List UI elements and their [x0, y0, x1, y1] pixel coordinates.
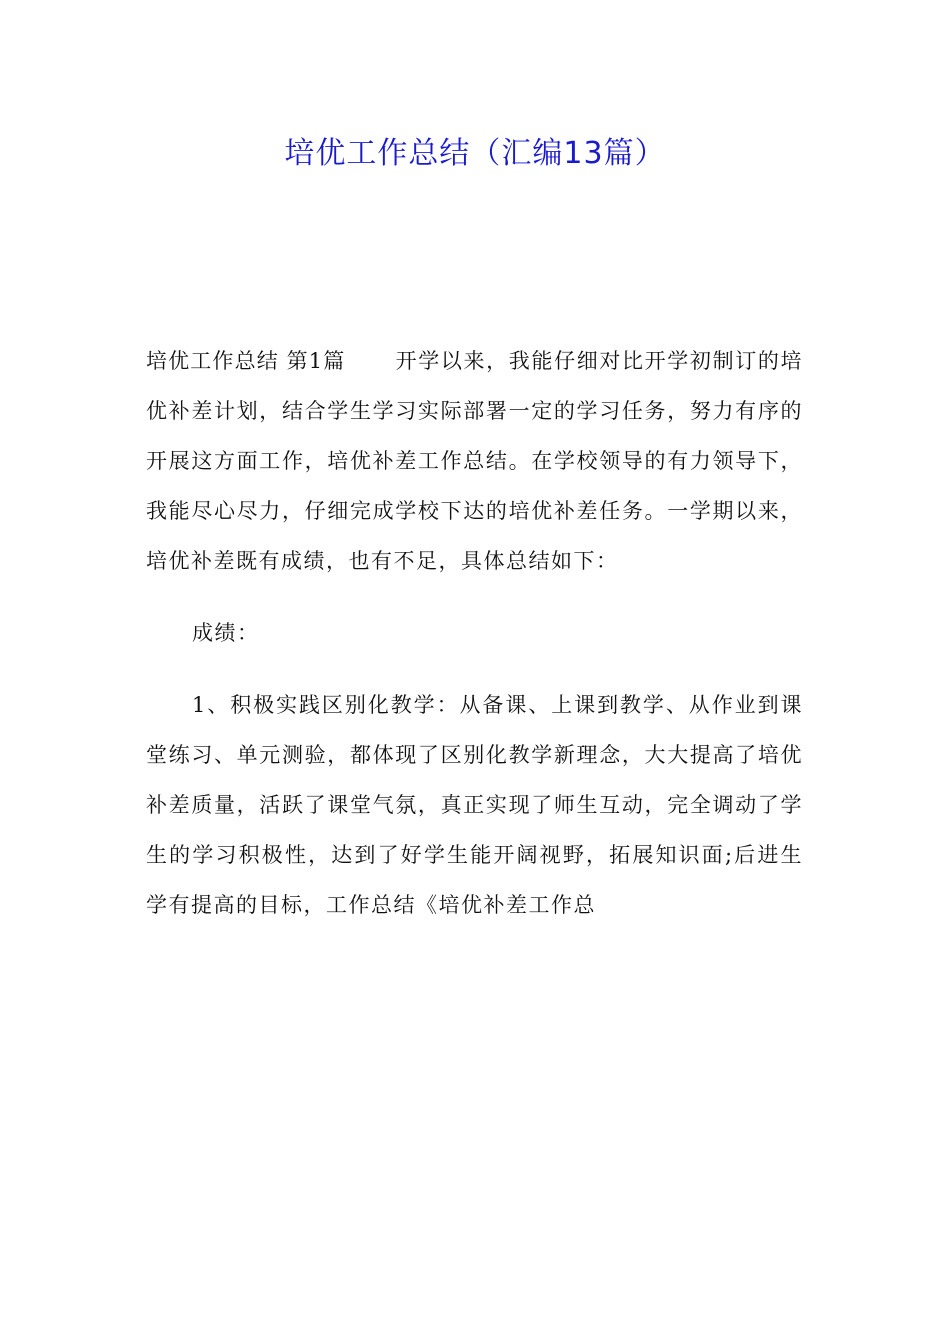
paragraph-text: 开学以来，我能仔细对比开学初制订的培优补差计划，结合学生学习实际部署一定的学习任务，努力有序的开展这方面工作，培优补差工作总结。在学校领导的有力领导下，我能尽心尽力，仔细完成学校下达的培优补差任务。一学期以来，培优补差既有成绩，也有不足，具体总结如下：	[146, 349, 803, 573]
paragraph-achievements-label: 成绩：	[192, 621, 260, 645]
document-body	[146, 336, 803, 930]
document-title: 培优工作总结（汇编13篇）	[284, 136, 666, 171]
article-heading: 培优工作总结 第1篇	[146, 349, 346, 373]
paragraph-item-1: 1、积极实践区别化教学：从备课、上课到教学、从作业到课堂练习、单元测验，都体现了区别化教学新理念，大大提高了培优补差质量，活跃了课堂气氛，真正实现了师生互动，完全调动了学生的学习积极性，达到了好学生能开阔视野，拓展知识面;后进生学有提高的目标，工作总结《培优补差工作总	[146, 693, 803, 917]
paragraph-intro	[146, 336, 803, 586]
